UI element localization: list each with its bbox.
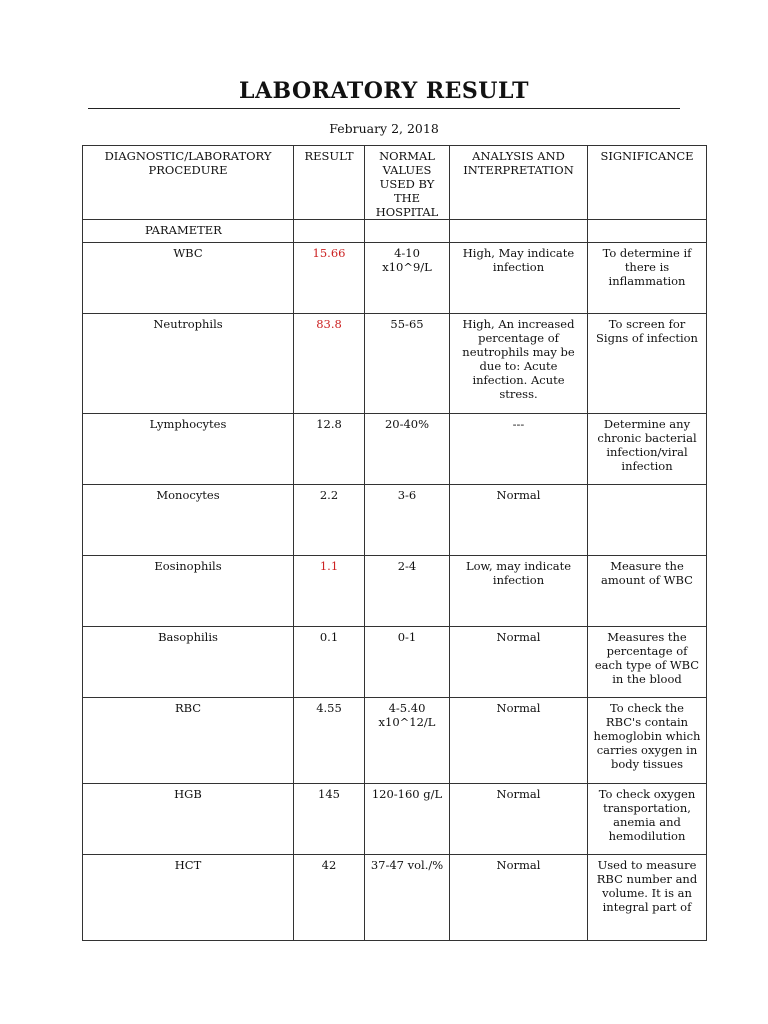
- parameter-name: HGB: [83, 784, 294, 855]
- result-value: 15.66: [294, 243, 365, 314]
- normal-range: 4-5.40 x10^12/L: [365, 698, 450, 784]
- table-row: [83, 784, 707, 855]
- normal-range: 3-6: [365, 485, 450, 556]
- result-value: 2.2: [294, 485, 365, 556]
- table-row: [83, 698, 707, 784]
- analysis-text: High, May indicate infection: [450, 243, 588, 314]
- significance-text: To screen for Signs of infection: [588, 314, 707, 414]
- significance-text: [588, 485, 707, 556]
- result-value: 1.1: [294, 556, 365, 627]
- analysis-text: Normal: [450, 627, 588, 698]
- analysis-text: Normal: [450, 855, 588, 941]
- table-row: [83, 243, 707, 314]
- parameter-name: Neutrophils: [83, 314, 294, 414]
- normal-range: 2-4: [365, 556, 450, 627]
- parameter-name: WBC: [83, 243, 294, 314]
- parameter-label: PARAMETER: [83, 220, 294, 243]
- header-normal-values: NORMAL VALUES USED BY THE HOSPITAL: [365, 146, 450, 220]
- table-row: [83, 414, 707, 485]
- normal-range: 55-65: [365, 314, 450, 414]
- significance-text: To check oxygen transportation, anemia and hemodilution: [588, 784, 707, 855]
- empty-cell: [588, 220, 707, 243]
- parameter-name: RBC: [83, 698, 294, 784]
- table-row: [83, 855, 707, 941]
- result-value: 0.1: [294, 627, 365, 698]
- table-row: [83, 314, 707, 414]
- table-row: [83, 556, 707, 627]
- header-result: RESULT: [294, 146, 365, 220]
- analysis-text: Low, may indicate infection: [450, 556, 588, 627]
- result-value: 4.55: [294, 698, 365, 784]
- header-significance: SIGNIFICANCE: [588, 146, 707, 220]
- normal-range: 4-10 x10^9/L: [365, 243, 450, 314]
- result-value: 42: [294, 855, 365, 941]
- normal-range: 0-1: [365, 627, 450, 698]
- significance-text: To determine if there is inflammation: [588, 243, 707, 314]
- significance-text: To check the RBC's contain hemoglobin which carries oxygen in body tissues: [588, 698, 707, 784]
- parameter-name: Monocytes: [83, 485, 294, 556]
- analysis-text: ---: [450, 414, 588, 485]
- parameter-name: Basophilis: [83, 627, 294, 698]
- header-analysis: ANALYSIS AND INTERPRETATION: [450, 146, 588, 220]
- normal-range: 37-47 vol./%: [365, 855, 450, 941]
- significance-text: Measure the amount of WBC: [588, 556, 707, 627]
- significance-text: Measures the percentage of each type of WBC in the blood: [588, 627, 707, 698]
- parameter-name: Lymphocytes: [83, 414, 294, 485]
- analysis-text: High, An increased percentage of neutrophils may be due to: Acute infection. Acute stress.: [450, 314, 588, 414]
- table-row: [83, 627, 707, 698]
- parameter-name: Eosinophils: [83, 556, 294, 627]
- lab-results-table: [82, 145, 707, 941]
- analysis-text: Normal: [450, 784, 588, 855]
- analysis-text: Normal: [450, 698, 588, 784]
- table-row: [83, 485, 707, 556]
- title-underline: [88, 108, 680, 109]
- parameter-row: [83, 220, 707, 243]
- result-value: 12.8: [294, 414, 365, 485]
- empty-cell: [450, 220, 588, 243]
- empty-cell: [294, 220, 365, 243]
- header-procedure: DIAGNOSTIC/LABORATORY PROCEDURE: [83, 146, 294, 220]
- result-value: 83.8: [294, 314, 365, 414]
- header-row: [83, 146, 707, 220]
- normal-range: 20-40%: [365, 414, 450, 485]
- empty-cell: [365, 220, 450, 243]
- significance-text: Used to measure RBC number and volume. It is an integral part of: [588, 855, 707, 941]
- normal-range: 120-160 g/L: [365, 784, 450, 855]
- document-title: LABORATORY RESULT: [238, 78, 530, 104]
- parameter-name: HCT: [83, 855, 294, 941]
- analysis-text: Normal: [450, 485, 588, 556]
- result-value: 145: [294, 784, 365, 855]
- significance-text: Determine any chronic bacterial infection/viral infection: [588, 414, 707, 485]
- document-date: February 2, 2018: [329, 121, 439, 136]
